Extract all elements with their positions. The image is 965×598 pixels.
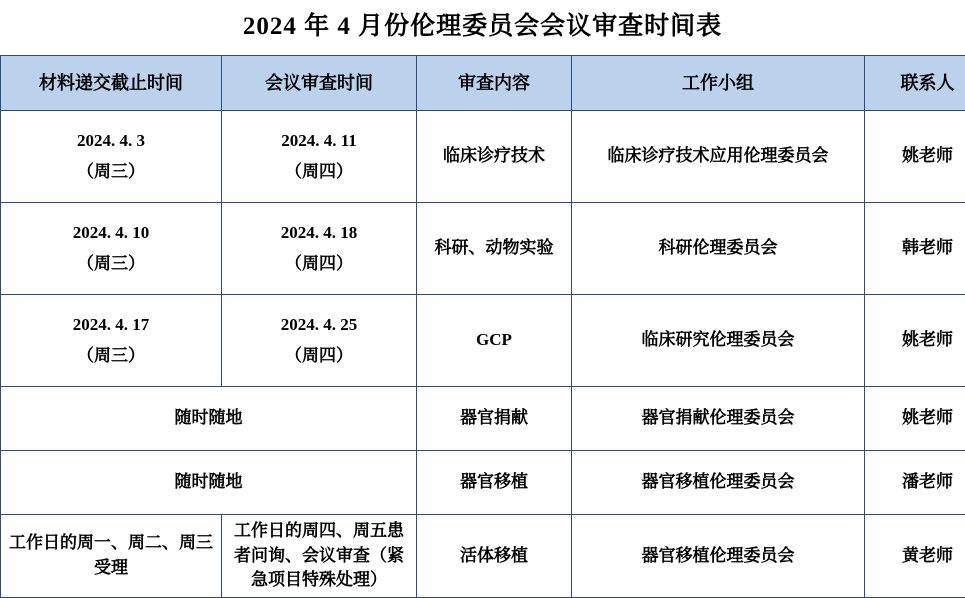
meeting-date: 2024. 4. 25 (226, 313, 412, 338)
cell-meeting-time (222, 295, 417, 387)
table-row (1, 515, 965, 598)
table-header-row (1, 56, 965, 111)
table-body (1, 111, 965, 598)
meeting-weekday: （周四） (226, 160, 412, 185)
column-header-deadline: 材料递交截止时间 (1, 56, 222, 111)
cell-working-group: 器官移植伦理委员会 (572, 515, 865, 598)
table-row (1, 111, 965, 203)
table-row (1, 203, 965, 295)
meeting-date: 2024. 4. 11 (226, 129, 412, 154)
column-header-working-group: 工作小组 (572, 56, 865, 111)
cell-working-group: 临床研究伦理委员会 (572, 295, 865, 387)
cell-meeting-time (222, 203, 417, 295)
cell-review-content: 器官捐献 (417, 387, 572, 451)
cell-working-group: 科研伦理委员会 (572, 203, 865, 295)
column-header-meeting-time: 会议审查时间 (222, 56, 417, 111)
cell-deadline (1, 111, 222, 203)
table-row (1, 451, 965, 515)
cell-review-content: 器官移植 (417, 451, 572, 515)
column-header-contact: 联系人 (865, 56, 965, 111)
table-header (1, 56, 965, 111)
cell-contact: 姚老师 (865, 295, 965, 387)
cell-working-group: 器官捐献伦理委员会 (572, 387, 865, 451)
deadline-weekday: （周三） (5, 160, 217, 185)
cell-contact: 黄老师 (865, 515, 965, 598)
deadline-date: 2024. 4. 10 (5, 221, 217, 246)
cell-meeting-time: 工作日的周四、周五患者问询、会议审查（紧急项目特殊处理） (222, 515, 417, 598)
cell-review-content: 临床诊疗技术 (417, 111, 572, 203)
cell-contact: 韩老师 (865, 203, 965, 295)
cell-contact: 姚老师 (865, 111, 965, 203)
ethics-review-schedule-table (0, 55, 965, 598)
cell-contact: 潘老师 (865, 451, 965, 515)
cell-deadline (1, 295, 222, 387)
deadline-date: 2024. 4. 17 (5, 313, 217, 338)
cell-deadline: 工作日的周一、周二、周三受理 (1, 515, 222, 598)
cell-meeting-time (222, 111, 417, 203)
cell-review-content: GCP (417, 295, 572, 387)
cell-working-group: 临床诊疗技术应用伦理委员会 (572, 111, 865, 203)
meeting-date: 2024. 4. 18 (226, 221, 412, 246)
deadline-date: 2024. 4. 3 (5, 129, 217, 154)
cell-review-content: 活体移植 (417, 515, 572, 598)
cell-contact: 姚老师 (865, 387, 965, 451)
cell-review-content: 科研、动物实验 (417, 203, 572, 295)
cell-working-group: 器官移植伦理委员会 (572, 451, 865, 515)
cell-deadline-merged: 随时随地 (1, 387, 417, 451)
page-title: 2024 年 4 月份伦理委员会会议审查时间表 (0, 0, 965, 55)
deadline-weekday: （周三） (5, 344, 217, 369)
deadline-weekday: （周三） (5, 252, 217, 277)
table-row (1, 387, 965, 451)
cell-deadline (1, 203, 222, 295)
table-row (1, 295, 965, 387)
column-header-review-content: 审查内容 (417, 56, 572, 111)
meeting-weekday: （周四） (226, 252, 412, 277)
cell-deadline-merged: 随时随地 (1, 451, 417, 515)
meeting-weekday: （周四） (226, 344, 412, 369)
